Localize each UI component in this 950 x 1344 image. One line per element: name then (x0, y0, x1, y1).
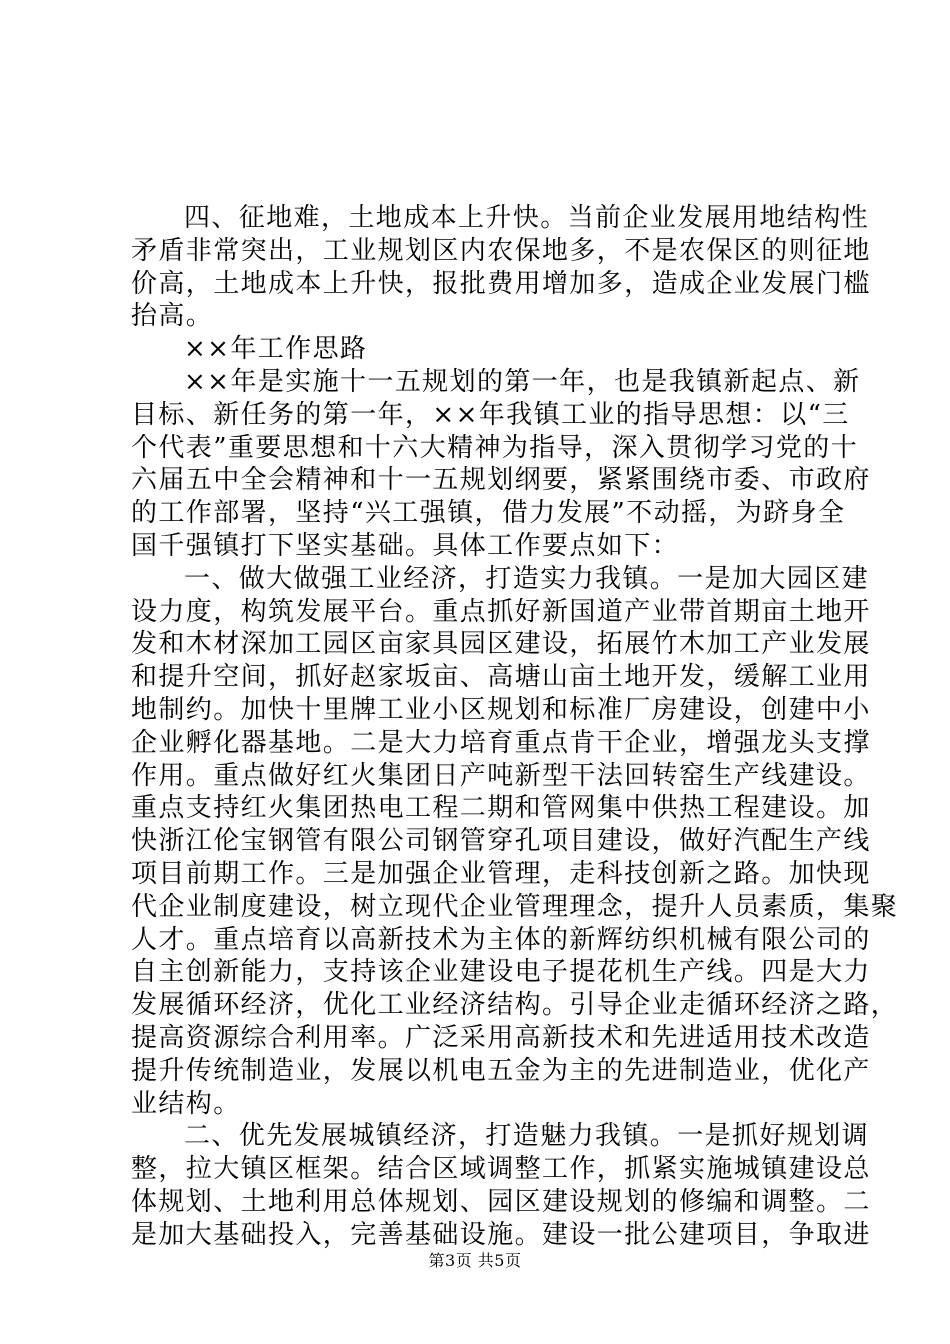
text-line: ××年是实施十一五规划的第一年，也是我镇新起点、新 (184, 366, 861, 397)
text-line: 的工作部署，坚持“兴工强镇，借力发展”不动摇，为跻身全 (131, 498, 846, 529)
text-line: 国千强镇打下坚实基础。具体工作要点如下： (131, 530, 680, 561)
text-line: 提升传统制造业，发展以机电五金为主的先进制造业，优化产 (131, 1055, 871, 1086)
text-line: 二、优先发展城镇经济，打造魅力我镇。一是抓好规划调 (184, 1121, 870, 1152)
text-line: 业结构。 (131, 1088, 241, 1119)
text-line: 六届五中全会精神和十一五规划纲要，紧紧围绕市委、市政府 (131, 465, 871, 496)
text-line: 重点支持红火集团热电工程二期和管网集中供热工程建设。加 (131, 793, 871, 824)
text-line: 抬高。 (131, 301, 214, 332)
text-line: 代企业制度建设，树立现代企业管理理念，提升人员素质，集聚 (131, 891, 899, 922)
page-footer: 第3页 共5页 (428, 1251, 522, 1270)
text-line: 项目前期工作。三是加强企业管理，走科技创新之路。加快现 (131, 858, 871, 889)
document-body (131, 202, 899, 1252)
text-line: 目标、新任务的第一年，××年我镇工业的指导思想：以“三 (131, 399, 850, 430)
text-line: 矛盾非常突出，工业规划区内农保地多，不是农保区的则征地 (131, 235, 871, 266)
text-line: 设力度，构筑发展平台。重点抓好新国道产业带首期亩土地开 (131, 596, 871, 627)
text-line: 一、做大做强工业经济，打造实力我镇。一是加大园区建 (184, 563, 870, 594)
text-line: 作用。重点做好红火集团日产吨新型干法回转窑生产线建设。 (131, 760, 871, 791)
text-line: 发展循环经济，优化工业经济结构。引导企业走循环经济之路， (131, 990, 899, 1021)
text-line: 四、征地难，土地成本上升快。当前企业发展用地结构性 (184, 203, 870, 233)
text-line: 发和木材深加工园区亩家具园区建设，拓展竹木加工产业发展 (131, 629, 871, 660)
text-line: 地制约。加快十里牌工业小区规划和标准厂房建设，创建中小 (131, 694, 871, 725)
text-line: 体规划、土地利用总体规划、园区建设规划的修编和调整。二 (131, 1186, 871, 1217)
text-line: 价高，土地成本上升快，报批费用增加多，造成企业发展门槛 (131, 268, 871, 299)
text-line: ××年工作思路 (184, 334, 368, 365)
text-line: 个代表”重要思想和十六大精神为指导，深入贯彻学习党的十 (131, 432, 859, 463)
text-line: 自主创新能力，支持该企业建设电子提花机生产线。四是大力 (131, 957, 871, 988)
text-line: 整，拉大镇区框架。结合区域调整工作，抓紧实施城镇建设总 (131, 1154, 871, 1185)
text-line: 快浙江伦宝钢管有限公司钢管穿孔项目建设，做好汽配生产线 (131, 826, 871, 857)
text-line: 提高资源综合利用率。广泛采用高新技术和先进适用技术改造 (131, 1022, 871, 1053)
text-line: 是加大基础投入，完善基础设施。建设一批公建项目，争取进 (131, 1219, 871, 1250)
text-line: 和提升空间，抓好赵家坂亩、高塘山亩土地开发，缓解工业用 (131, 662, 871, 693)
text-line: 企业孵化器基地。二是大力培育重点肯干企业，增强龙头支撑 (131, 727, 871, 758)
text-line: 人才。重点培育以高新技术为主体的新辉纺织机械有限公司的 (131, 924, 871, 955)
